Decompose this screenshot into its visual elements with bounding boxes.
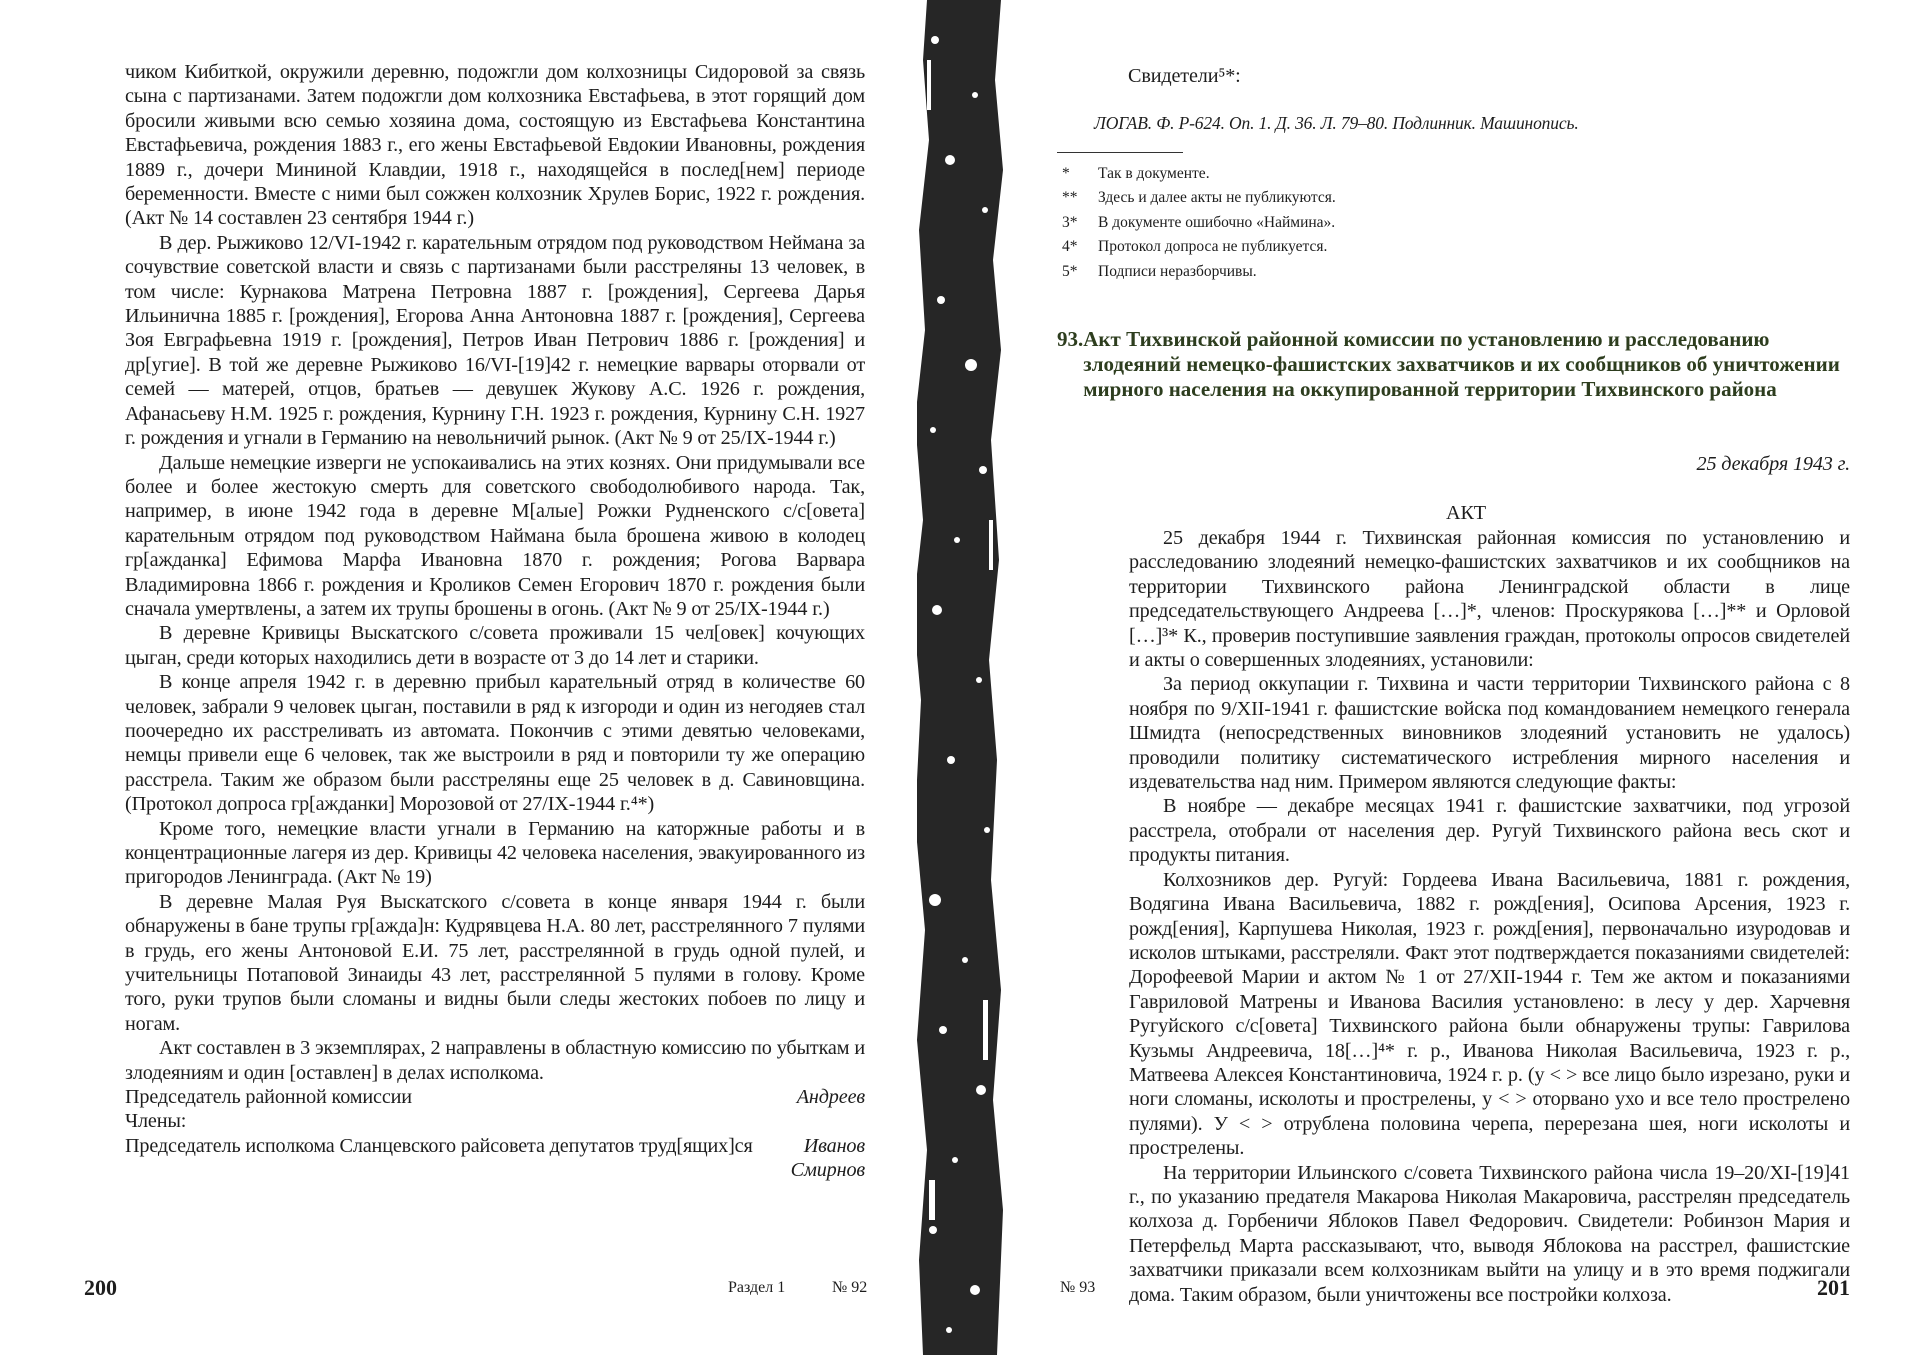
footnote-text: Подписи неразборчивы. (1098, 262, 1257, 280)
document-title: Акт Тихвинской районной комиссии по установлению и расследованию злодеяний немецко-фашистских захватчиков и их сообщников об уничтожении мирного населения на оккупированной территории Тихвинского района (1083, 327, 1840, 401)
archival-source: ЛОГАВ. Ф. Р-624. Оп. 1. Д. 36. Л. 79–80. Подлинник. Машинопись. (1094, 113, 1579, 133)
footnote-mark: ** (1062, 189, 1078, 207)
left-page-body (125, 60, 865, 1085)
footnote (1060, 162, 1336, 186)
signature-name: Смирнов (790, 1159, 865, 1182)
footnote-mark: * (1062, 165, 1070, 182)
paragraph: За период оккупации г. Тихвина и части территории Тихвинского района с 8 ноября по 9/XII-1941 г. фашистские войска под командованием немецкого генерала Шмидта (непосредственных виновников злодеяний установить не удалось) проводили политику систематического истребления мирного населения и издевательства над ним. Примером являются следующие факты: (1129, 673, 1850, 794)
document-date: 25 декабря 1943 г. (1696, 453, 1850, 475)
footnote (1060, 186, 1336, 210)
signature-role: Члены: (125, 1110, 187, 1133)
signature-row (125, 1158, 865, 1182)
signature-row (125, 1134, 865, 1158)
paragraph: Дальше немецкие изверги не успокаивались на этих кознях. Они придумывали все более и более жестокую смерть для советского свободолюбивого народа. Так, например, в июне 1942 года в деревне М[алые] Рожки Рудненского с/с[овета] карательным отрядом под руководством Наймана была брошена живою в колодец гр[ажданка] Ефимова Марфа Ивановна 1870 г. рождения; Рогова Варвара Владимировна 1866 г. рождения и Кроликов Семен Егорович 1870 г. рождения были сначала умертвлены, а затем их трупы брошены в огонь. (Акт № 9 от 25/IX-1944 г.) (125, 451, 865, 620)
footnote-mark: 4* (1062, 238, 1078, 256)
signature-block (125, 1085, 865, 1183)
paragraph: В дер. Рыжиково 12/VI-1942 г. карательным отрядом под руководством Неймана за сочувствие советской власти и связь с партизанами были расстреляны 13 человек, в том числе: Курнакова Матрена Петровна 1887 г. [рождения], Сергеева Дарья Ильинична 1885 г. [рождения], Егорова Анна Антоновна 1887 г. [рождения], Сергеева Зоя Евграфьевна 1919 г. [рождения], Петров Иван Петрович 1886 г. [рождения] и др[угие]. В той же деревне Рыжиково 16/VI-[19]42 г. немецкие варвары оторвали от семей — матерей, отцов, братьев — девушек Жукову А.С. 1926 г. рождения, Афанасьеву Н.М. 1925 г. рождения, Курнину Г.Н. 1923 г. рождения, Курнину С.Н. 1927 г. рождения и угнали в Германию на невольничий рынок. (Акт № 9 от 25/IX-1944 г.) (125, 231, 865, 450)
paragraph: чиком Кибиткой, окружили деревню, подожгли дом колхозницы Сидоровой за связь сына с партизанами. Затем подожгли дом колхозника Евстафьева, в этот горящий дом бросили живыми всю семью хозяина дома, состоящую из Евстафьева Константина Евстафьевича, рождения 1883 г., его жены Евстафьевой Евдокии Ивановны, рождения 1889 г., дочери Мининой Клавдии, 1918 г., находящейся в послед[нем] периоде беременности. Вместе с ними был сожжен колхозник Хрулев Борис, 1922 г. рождения. (Акт № 14 составлен 23 сентября 1944 г.) (125, 61, 865, 230)
paragraph: В конце апреля 1942 г. в деревню прибыл карательный отряд в количестве 60 человек, забрали 9 человек цыган, поставили в ряд к изгороди и один из негодяев стал поочередно их расстреливать из автомата. Покончив с этими девятью человеками, немцы привели еще 6 человек, так же выстроили в ряд и повторили ту же операцию расстрела. Таким же образом были расстреляны еще 25 человек в д. Савиновщина. (Протокол допроса гр[ажданки] Морозовой от 27/IX-1944 г.⁴*) (125, 671, 865, 816)
right-page (1012, 0, 1920, 1355)
paragraph: В деревне Малая Руя Выскатского с/совета в конце января 1944 г. были обнаружены в бане трупы гр[ажда]н: Кудрявцева Н.А. 80 лет, расстрелянного 7 пулями в грудь, его жены Антоновой Е.И. 75 лет, расстрелянной в грудь одной пулей, и учительницы Потаповой Зинаиды 43 лет, расстрелянной 5 пулями в голову. Кроме того, руки трупов были сломаны и видны были следы жестоких побоев по лицу и ногам. (125, 890, 865, 1035)
signature-name: Иванов (803, 1134, 865, 1157)
page-number: 200 (84, 1275, 117, 1300)
running-head-section: Раздел 1 (728, 1279, 786, 1296)
running-head-number: № 93 (1060, 1279, 1096, 1296)
document-heading (1057, 327, 1857, 402)
paragraph: Кроме того, немецкие власти угнали в Германию на каторжные работы и в концентрационные лагеря из дер. Кривицы 42 человека населения, эвакуированного из пригородов Ленинграда. (Акт № 19) (125, 817, 865, 889)
binding-spine (905, 0, 1015, 1355)
paragraph: На территории Ильинского с/совета Тихвинского района числа 19–20/XI-[19]41 г., по указанию предателя Макарова Николая Макаровича, расстрелян председатель колхоза д. Горбеничи Яблоков Павел Федорович. Свидетели: Робинзон Мария и Петерфельд Марта рассказывают, что, выводя Яблокова на расстрел, фашистские захватчики приказали всем колхозникам выйти на улицу и в это время поджигали дома. Таким образом, были уничтожены все постройки колхоза. (1129, 1161, 1850, 1306)
footnote-text: Здесь и далее акты не публикуются. (1098, 189, 1336, 207)
footnote-text: В документе ошибочно «Наймина». (1098, 213, 1336, 231)
running-head-number: № 92 (832, 1279, 868, 1296)
footnote-text: Протокол допроса не публикуется. (1098, 238, 1328, 256)
paragraph: В ноябре — декабре месяцах 1941 г. фашистские захватчики, под угрозой расстрела, отобрали от населения дер. Ругуй Тихвинского района весь скот и продукты питания. (1129, 795, 1850, 867)
page-number: 201 (1817, 1275, 1850, 1300)
footnote-divider (1057, 152, 1183, 153)
footnote (1060, 260, 1336, 284)
act-label: АКТ (1446, 502, 1486, 524)
paragraph: Акт составлен в 3 экземплярах, 2 направлены в областную комиссию по убыткам и злодеяниям и один [оставлен] в делах исполкома. (125, 1037, 865, 1084)
left-page (0, 0, 910, 1355)
paragraph: Колхозников дер. Ругуй: Гордеева Ивана Васильевича, 1881 г. рождения, Водягина Ивана Васильевича, 1882 г. рожд[ения], Осипова Арсения, 1923 г. рожд[ения], Карпушева Николая, 1923 г. рожд[ения], первоначально изуродовав и исколов штыками, расстреляли. Факт этот подтверждается показаниями свидетелей: Дорофеевой Марии и актом № 1 от 27/XII-1944 г. Тем же актом и показаниями Гавриловой Матрены и Иванова Василия установлено: в лесу у дер. Харчевня Ругуйского с/с[овета] Тихвинского района были обнаружены трупы: Гаврилова Кузьмы Андреевича, 18[…]⁴* г. р., Иванова Николая Васильевича, 1923 г. р., Матвеева Алексея Константиновича, 1924 г. р. (у < > все лицо было изрезано, руки и ноги сломаны, исколоты и прострелены, у < > оторвано ухо и все тело прострелено пулями). У < > отрублена половина черепа, перерезана шея, ноги исколоты и прострелены. (1129, 868, 1850, 1160)
signature-role: Председатель исполкома Сланцевского райсовета депутатов труд[ящих]ся (125, 1134, 753, 1157)
signature-row (125, 1085, 865, 1109)
footnote-mark: 3* (1062, 213, 1078, 231)
footnote-text: Так в документе. (1098, 165, 1210, 182)
right-page-body (1129, 526, 1850, 1307)
footnote (1060, 211, 1336, 235)
witnesses-line: Свидетели⁵*: (1128, 65, 1241, 87)
paragraph: 25 декабря 1944 г. Тихвинская районная комиссия по установлению и расследованию злодеяний немецко-фашистских захватчиков и их сообщников на территории Тихвинского района Ленинградской области в лице председательствующего Андреева […]*, членов: Проскурякова […]** и Орловой […]³* К., проверив поступившие заявления граждан, протоколы опросов свидетелей и акты о совершенных злодеяниях, установили: (1129, 527, 1850, 672)
signature-row (125, 1109, 865, 1133)
paragraph: В деревне Кривицы Выскатского с/совета проживали 15 чел[овек] кочующих цыган, среди которых находились дети в возрасте от 3 до 14 лет и старики. (125, 622, 865, 669)
document-number: 93. (1057, 327, 1084, 351)
signature-role: Председатель районной комиссии (125, 1086, 412, 1108)
footnote-mark: 5* (1062, 262, 1078, 280)
footnotes (1060, 162, 1336, 284)
footnote (1060, 235, 1336, 259)
signature-name: Андреев (796, 1086, 865, 1108)
